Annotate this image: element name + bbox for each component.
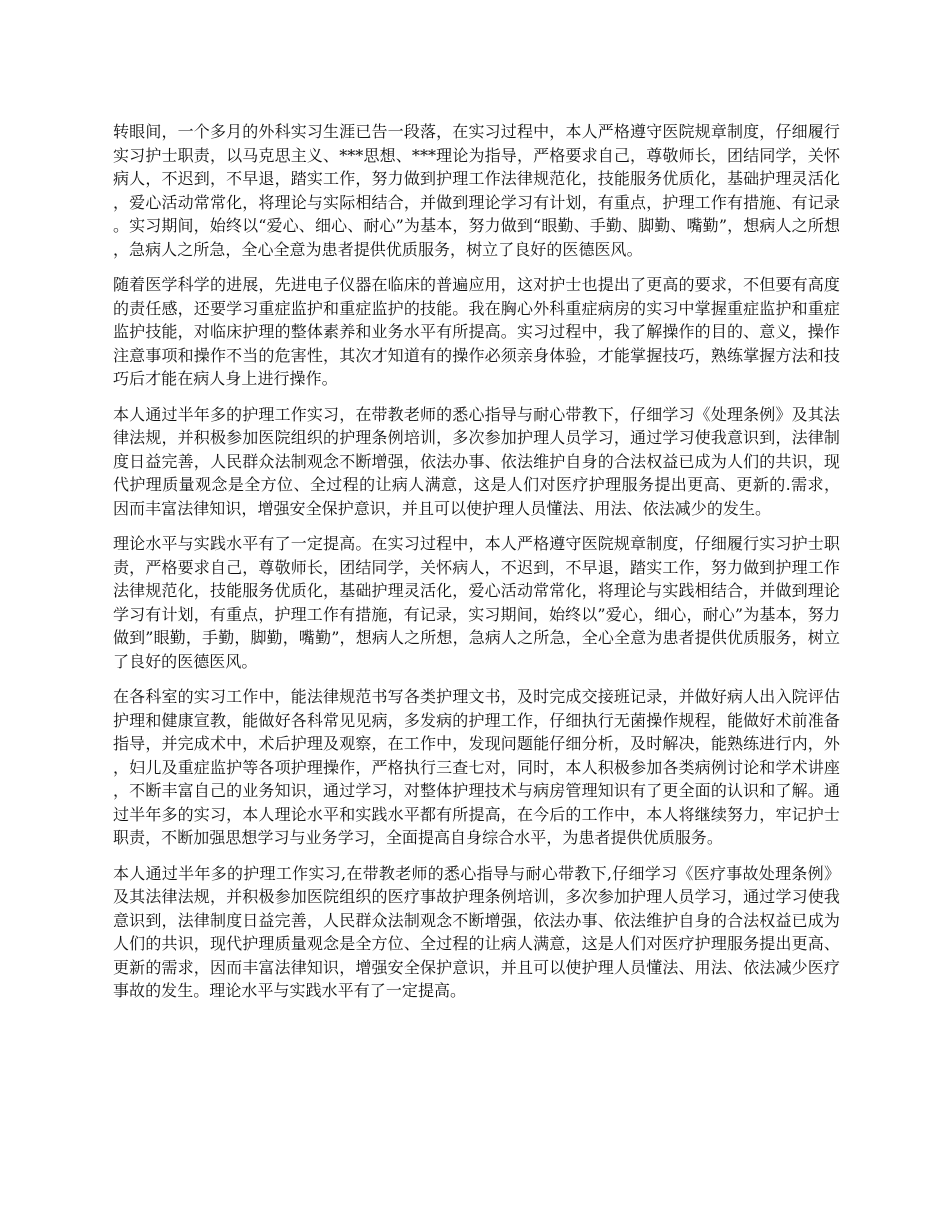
paragraph-3: 本人通过半年多的护理工作实习，在带教老师的悉心指导与耐心带教下，仔细学习《处理条例》及其法律法规，并积极参加医院组织的护理条例培训，多次参加护理人员学习，通过学习使我意识到，法律制度日益完善，人民群众法制观念不断增强，依法办事、依法维护自身的合法权益已成为人们的共识，现代护理质量观念是全方位、全过程的让病人满意，这是人们对医疗护理服务提出更高、更新的.需求，因而丰富法律知识，增强安全保护意识，并且可以使护理人员懂法、用法、依法减少的发生。 — [113, 404, 840, 518]
paragraph-1: 转眼间，一个多月的外科实习生涯已告一段落，在实习过程中，本人严格遵守医院规章制度，仔细履行实习护士职责，以马克思主义、***思想、***理论为指导，严格要求自己，尊敬师长，团结同学，关怀病人，不迟到，不早退，踏实工作，努力做到护理工作法律规范化，技能服务优质化，基础护理灵活化，爱心活动常常化，将理论与实际相结合，并做到理论学习有计划，有重点，护理工作有措施、有记录。实习期间，始终以“爱心、细心、耐心”为基本，努力做到“眼勤、手勤、脚勤、嘴勤”，想病人之所想，急病人之所急，全心全意为患者提供优质服务，树立了良好的医德医风。 — [113, 122, 840, 259]
paragraph-5: 在各科室的实习工作中，能法律规范书写各类护理文书，及时完成交接班记录，并做好病人出入院评估护理和健康宣教，能做好各科常见见病，多发病的护理工作，仔细执行无菌操作规程，能做好术前准备指导，并完成术中，术后护理及观察，在工作中，发现问题能仔细分析，及时解决，能熟练进行内，外，妇儿及重症监护等各项护理操作，严格执行三查七对，同时，本人积极参加各类病例讨论和学术讲座，不断丰富自己的业务知识，通过学习，对整体护理技术与病房管理知识有了更全面的认识和了解。通过半年多的实习，本人理论水平和实践水平都有所提高，在今后的工作中，本人将继续努力，牢记护士职责，不断加强思想学习与业务学习，全面提高自身综合水平，为患者提供优质服务。 — [113, 687, 840, 847]
paragraph-6: 本人通过半年多的护理工作实习,在带教老师的悉心指导与耐心带教下,仔细学习《医疗事故处理条例》及其法律法规，并积极参加医院组织的医疗事故护理条例培训，多次参加护理人员学习，通过学习使我意识到，法律制度日益完善，人民群众法制观念不断增强，依法办事、依法维护自身的合法权益已成为人们的共识，现代护理质量观念是全方位、全过程的让病人满意，这是人们对医疗护理服务提出更高、更新的需求，因而丰富法律知识，增强安全保护意识，并且可以使护理人员懂法、用法、依法减少医疗事故的发生。理论水平与实践水平有了一定提高。 — [113, 863, 840, 1000]
paragraph-4: 理论水平与实践水平有了一定提高。在实习过程中，本人严格遵守医院规章制度，仔细履行实习护士职责，严格要求自己，尊敬师长，团结同学，关怀病人，不迟到，不早退，踏实工作，努力做到护理工作法律规范化，技能服务优质化，基础护理灵活化，爱心活动常常化，将理论与实践相结合，并做到理论学习有计划，有重点，护理工作有措施，有记录，实习期间，始终以”爱心，细心，耐心”为基本，努力做到”眼勤，手勤，脚勤，嘴勤”，想病人之所想，急病人之所急，全心全意为患者提供优质服务，树立了良好的医德医风。 — [113, 534, 840, 671]
document-body — [113, 120, 840, 1015]
paragraph-2: 随着医学科学的进展，先进电子仪器在临床的普遍应用，这对护士也提出了更高的要求，不但要有高度的责任感，还要学习重症监护和重症监护的技能。我在胸心外科重症病房的实习中掌握重症监护和重症监护技能，对临床护理的整体素养和业务水平有所提高。实习过程中，我了解操作的目的、意义，操作注意事项和操作不当的危害性，其次才知道有的操作必须亲身体验，才能掌握技巧，熟练掌握方法和技巧后才能在病人身上进行操作。 — [113, 275, 840, 388]
